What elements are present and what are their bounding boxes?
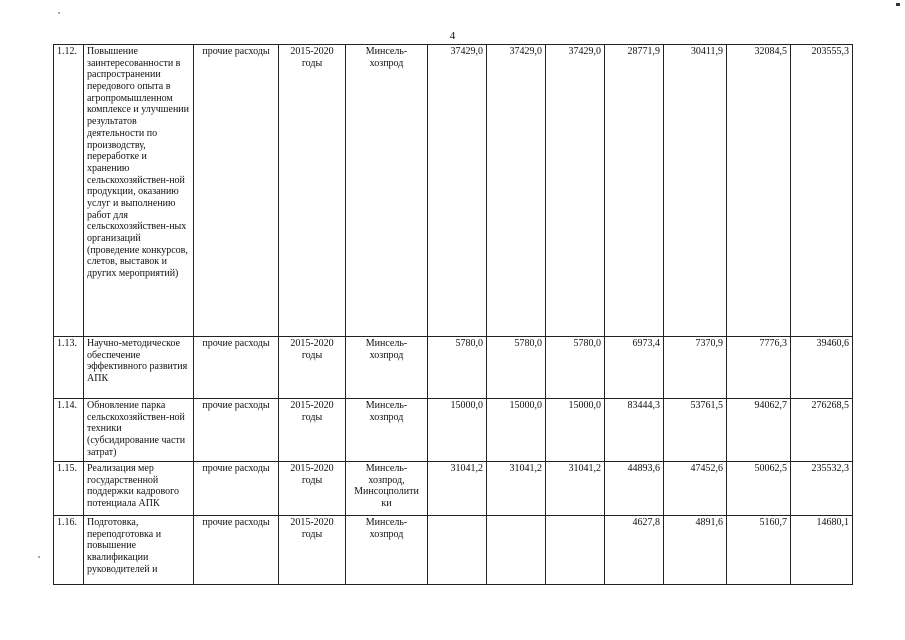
- expense-type: прочие расходы: [194, 516, 279, 585]
- measure-name: Подготовка, переподготовка и повышение квалификации руководителей и: [84, 516, 194, 585]
- period: 2015-2020 годы: [279, 337, 346, 399]
- scan-speck: [38, 556, 40, 558]
- page-number: 4: [449, 30, 456, 42]
- table-row: [54, 45, 853, 337]
- table-row: [54, 516, 853, 585]
- scan-speck: [896, 3, 900, 6]
- value-cell: 15000,0: [428, 399, 487, 462]
- expense-type: прочие расходы: [194, 337, 279, 399]
- value-cell: 32084,5: [727, 45, 791, 337]
- value-cell: 15000,0: [487, 399, 546, 462]
- value-cell: 47452,6: [664, 462, 727, 516]
- expense-type: прочие расходы: [194, 45, 279, 337]
- total-cell: 203555,3: [791, 45, 853, 337]
- measure-name: Реализация мер государственной поддержки кадрового потенциала АПК: [84, 462, 194, 516]
- value-cell: 31041,2: [487, 462, 546, 516]
- executor: Минсель-хозпрод: [346, 399, 428, 462]
- value-cell: 5780,0: [546, 337, 605, 399]
- row-number: 1.13.: [54, 337, 84, 399]
- table-row: [54, 399, 853, 462]
- value-cell: 5160,7: [727, 516, 791, 585]
- measure-name: Научно-методическое обеспечение эффективного развития АПК: [84, 337, 194, 399]
- row-number: 1.15.: [54, 462, 84, 516]
- row-number: 1.12.: [54, 45, 84, 337]
- value-cell: [546, 516, 605, 585]
- period: 2015-2020 годы: [279, 45, 346, 337]
- measure-name: Повышение заинтересованности в распространении передового опыта в агропромышленном комплексе и улучшении результатов деятельности по производству, переработке и хранению сельскохозяйствен-ной продукции, оказанию услуг и выполнению работ для сельскохозяйствен-ных организаций (проведение конкурсов, слетов, выставок и других мероприятий): [84, 45, 194, 337]
- total-cell: 39460,6: [791, 337, 853, 399]
- period: 2015-2020 годы: [279, 516, 346, 585]
- total-cell: 276268,5: [791, 399, 853, 462]
- value-cell: 5780,0: [428, 337, 487, 399]
- value-cell: 37429,0: [487, 45, 546, 337]
- value-cell: 37429,0: [428, 45, 487, 337]
- value-cell: 15000,0: [546, 399, 605, 462]
- executor: Минсель-хозпрод: [346, 516, 428, 585]
- row-number: 1.16.: [54, 516, 84, 585]
- value-cell: 6973,4: [605, 337, 664, 399]
- budget-table: [53, 44, 853, 585]
- value-cell: 7776,3: [727, 337, 791, 399]
- total-cell: 235532,3: [791, 462, 853, 516]
- value-cell: [487, 516, 546, 585]
- scan-speck: [58, 12, 60, 14]
- value-cell: 44893,6: [605, 462, 664, 516]
- table-row: [54, 462, 853, 516]
- value-cell: 5780,0: [487, 337, 546, 399]
- value-cell: 37429,0: [546, 45, 605, 337]
- executor: Минсель-хозпрод: [346, 337, 428, 399]
- period: 2015-2020 годы: [279, 399, 346, 462]
- table-row: [54, 337, 853, 399]
- row-number: 1.14.: [54, 399, 84, 462]
- value-cell: 83444,3: [605, 399, 664, 462]
- value-cell: [428, 516, 487, 585]
- measure-name: Обновление парка сельскохозяйствен-ной техники (субсидирование части затрат): [84, 399, 194, 462]
- executor: Минсель-хозпрод, Минсоцполити ки: [346, 462, 428, 516]
- value-cell: 4891,6: [664, 516, 727, 585]
- value-cell: 31041,2: [546, 462, 605, 516]
- period: 2015-2020 годы: [279, 462, 346, 516]
- executor: Минсель-хозпрод: [346, 45, 428, 337]
- value-cell: 30411,9: [664, 45, 727, 337]
- expense-type: прочие расходы: [194, 462, 279, 516]
- value-cell: 50062,5: [727, 462, 791, 516]
- value-cell: 28771,9: [605, 45, 664, 337]
- expense-type: прочие расходы: [194, 399, 279, 462]
- value-cell: 7370,9: [664, 337, 727, 399]
- value-cell: 4627,8: [605, 516, 664, 585]
- total-cell: 14680,1: [791, 516, 853, 585]
- value-cell: 53761,5: [664, 399, 727, 462]
- value-cell: 94062,7: [727, 399, 791, 462]
- value-cell: 31041,2: [428, 462, 487, 516]
